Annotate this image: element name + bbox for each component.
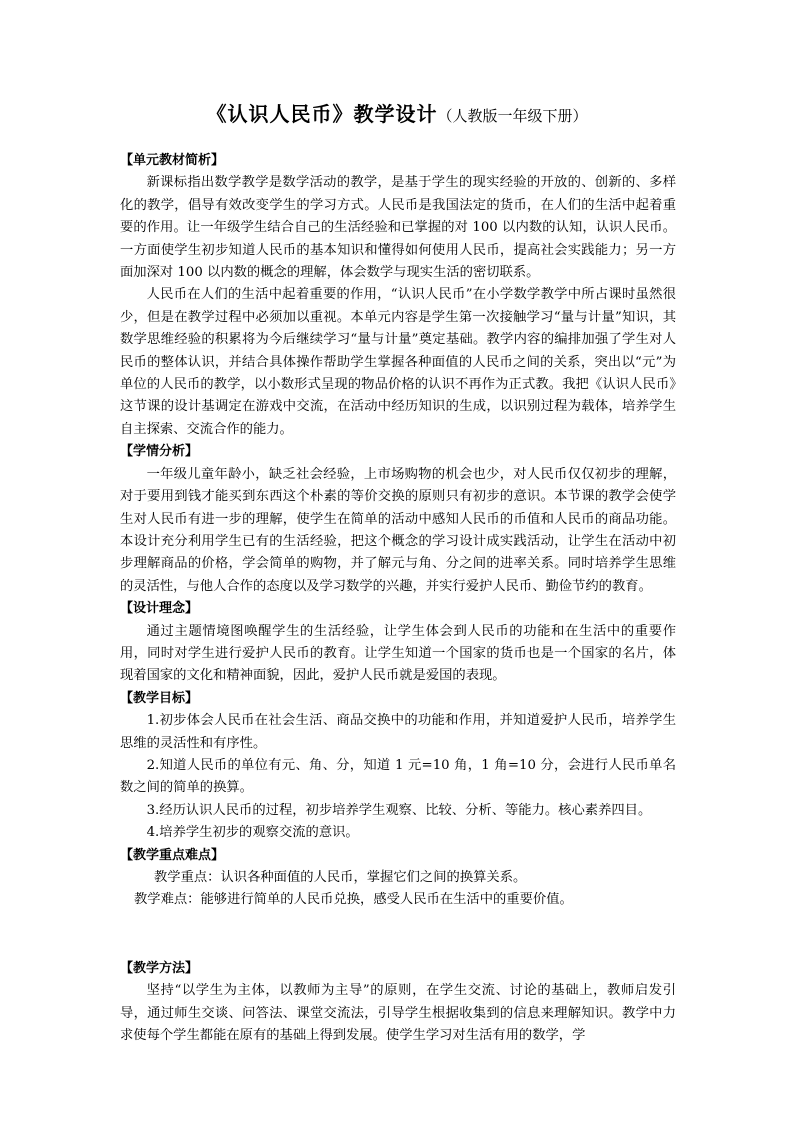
objective-item-4: 4.培养学生初步的观察交流的意识。 (146, 825, 359, 841)
heading-methods: 【教学方法】 (120, 960, 199, 976)
title-subtitle: （人教版一年级下册） (437, 107, 588, 125)
paragraph-methods: 坚持“以学生为主体，以教师为主导”的原则，在学生交流、讨论的基础上，教师启发引导，通过师生交谈、问答法、课堂交流法，引导学生根据收集到的信息来理解知识。教学中力求使每个学生都能在原有的基础上得到发展。使学生学习对生活有用的数学，学 (120, 983, 676, 1044)
heading-objectives: 【教学目标】 (120, 690, 199, 706)
objective-item-1: 1.初步体会人民币在社会生活、商品交换中的功能和作用，并知道爱护人民币，培养学生思维的灵活性和有序性。 (120, 713, 676, 751)
document-body (120, 150, 676, 1047)
objective-item-2: 2.知道人民币的单位有元、角、分，知道 1 元=10 角，1 角=10 分，会进行人民币单名数之间的简单的换算。 (120, 757, 676, 796)
title-main: 《认识人民币》教学设计 (206, 102, 438, 126)
teaching-focus: 教学重点：认识各种面值的人民币，掌握它们之间的换算关系。 (154, 870, 527, 885)
heading-unit-analysis: 【单元教材简析】 (120, 153, 225, 168)
heading-design-concept: 【设计理念】 (120, 601, 199, 617)
teaching-difficulty: 教学难点：能够进行简单的人民币兑换，感受人民币在生活中的重要价值。 (134, 892, 573, 908)
paragraph-unit-analysis-2: 人民币在人们的生活中起着重要的作用，“认识人民币”在小学数学教学中所占课时虽然很少，但是在教学过程中必须加以重视。本单元内容是学生第一次接触学习“量与计量”知识，其数学思维经验的积累将为今后继续学习“量与计量”奠定基础。教学内容的编排加强了学生对人民币的整体认识，并结合具体操作帮助学生掌握各种面值的人民币之间的关系，突出以“元”为单位的人民币的教学，以小数形式呈现的物品价格的认识不再作为正式教。我把《认识人民币》这节课的设计基调定在游戏中交流，在活动中经历知识的生成，以识别过程为载体，培养学生自主探索、交流合作的能力。 (120, 287, 676, 437)
document-title (0, 98, 794, 127)
section-spacer (120, 912, 676, 958)
heading-learner-analysis: 【学情分析】 (120, 444, 199, 460)
heading-key-points: 【教学重点难点】 (120, 847, 225, 863)
paragraph-unit-analysis-1: 新课标指出数学教学是数学活动的教学，是基于学生的现实经验的开放的、创新的、多样化的教学，倡导有效改变学生的学习方式。人民币是我国法定的货币，在人们的生活中起着重要的作用。让一年级学生结合自己的生活经验和已掌握的对 100 以内数的认知，认识人民币。一方面使学生初步知道人民币的基本知识和懂得如何使用人民币，提高社会实践能力；另一方面加深对 100 以内数的概念的理解，体会数学与现实生活的密切联系。 (120, 175, 676, 281)
objective-item-3: 3.经历认识人民币的过程，初步培养学生观察、比较、分析、等能力。核心素养四目。 (146, 802, 652, 818)
paragraph-design-concept: 通过主题情境图唤醒学生的生活经验，让学生体会到人民币的功能和在生活中的重要作用，同时对学生进行爱护人民币的教育。让学生知道一个国家的货币也是一个国家的名片，体现着国家的文化和精神面貌，因此，爱护人民币就是爱国的表现。 (120, 623, 676, 684)
paragraph-learner-analysis: 一年级儿童年龄小，缺乏社会经验，上市场购物的机会也少，对人民币仅仅初步的理解，对于要用到钱才能买到东西这个朴素的等价交换的原则只有初步的意识。本节课的教学会使学生对人民币有进一步的理解，使学生在简单的活动中感知人民币的币值和人民币的商品功能。本设计充分利用学生已有的生活经验，把这个概念的学习设计成实践活动，让学生在活动中初步理解商品的价格，学会简单的购物，并了解元与角、分之间的进率关系。同时培养学生思维的灵活性，与他人合作的态度以及学习数学的兴趣，并实行爱护人民币、勤俭节约的教育。 (120, 466, 676, 594)
